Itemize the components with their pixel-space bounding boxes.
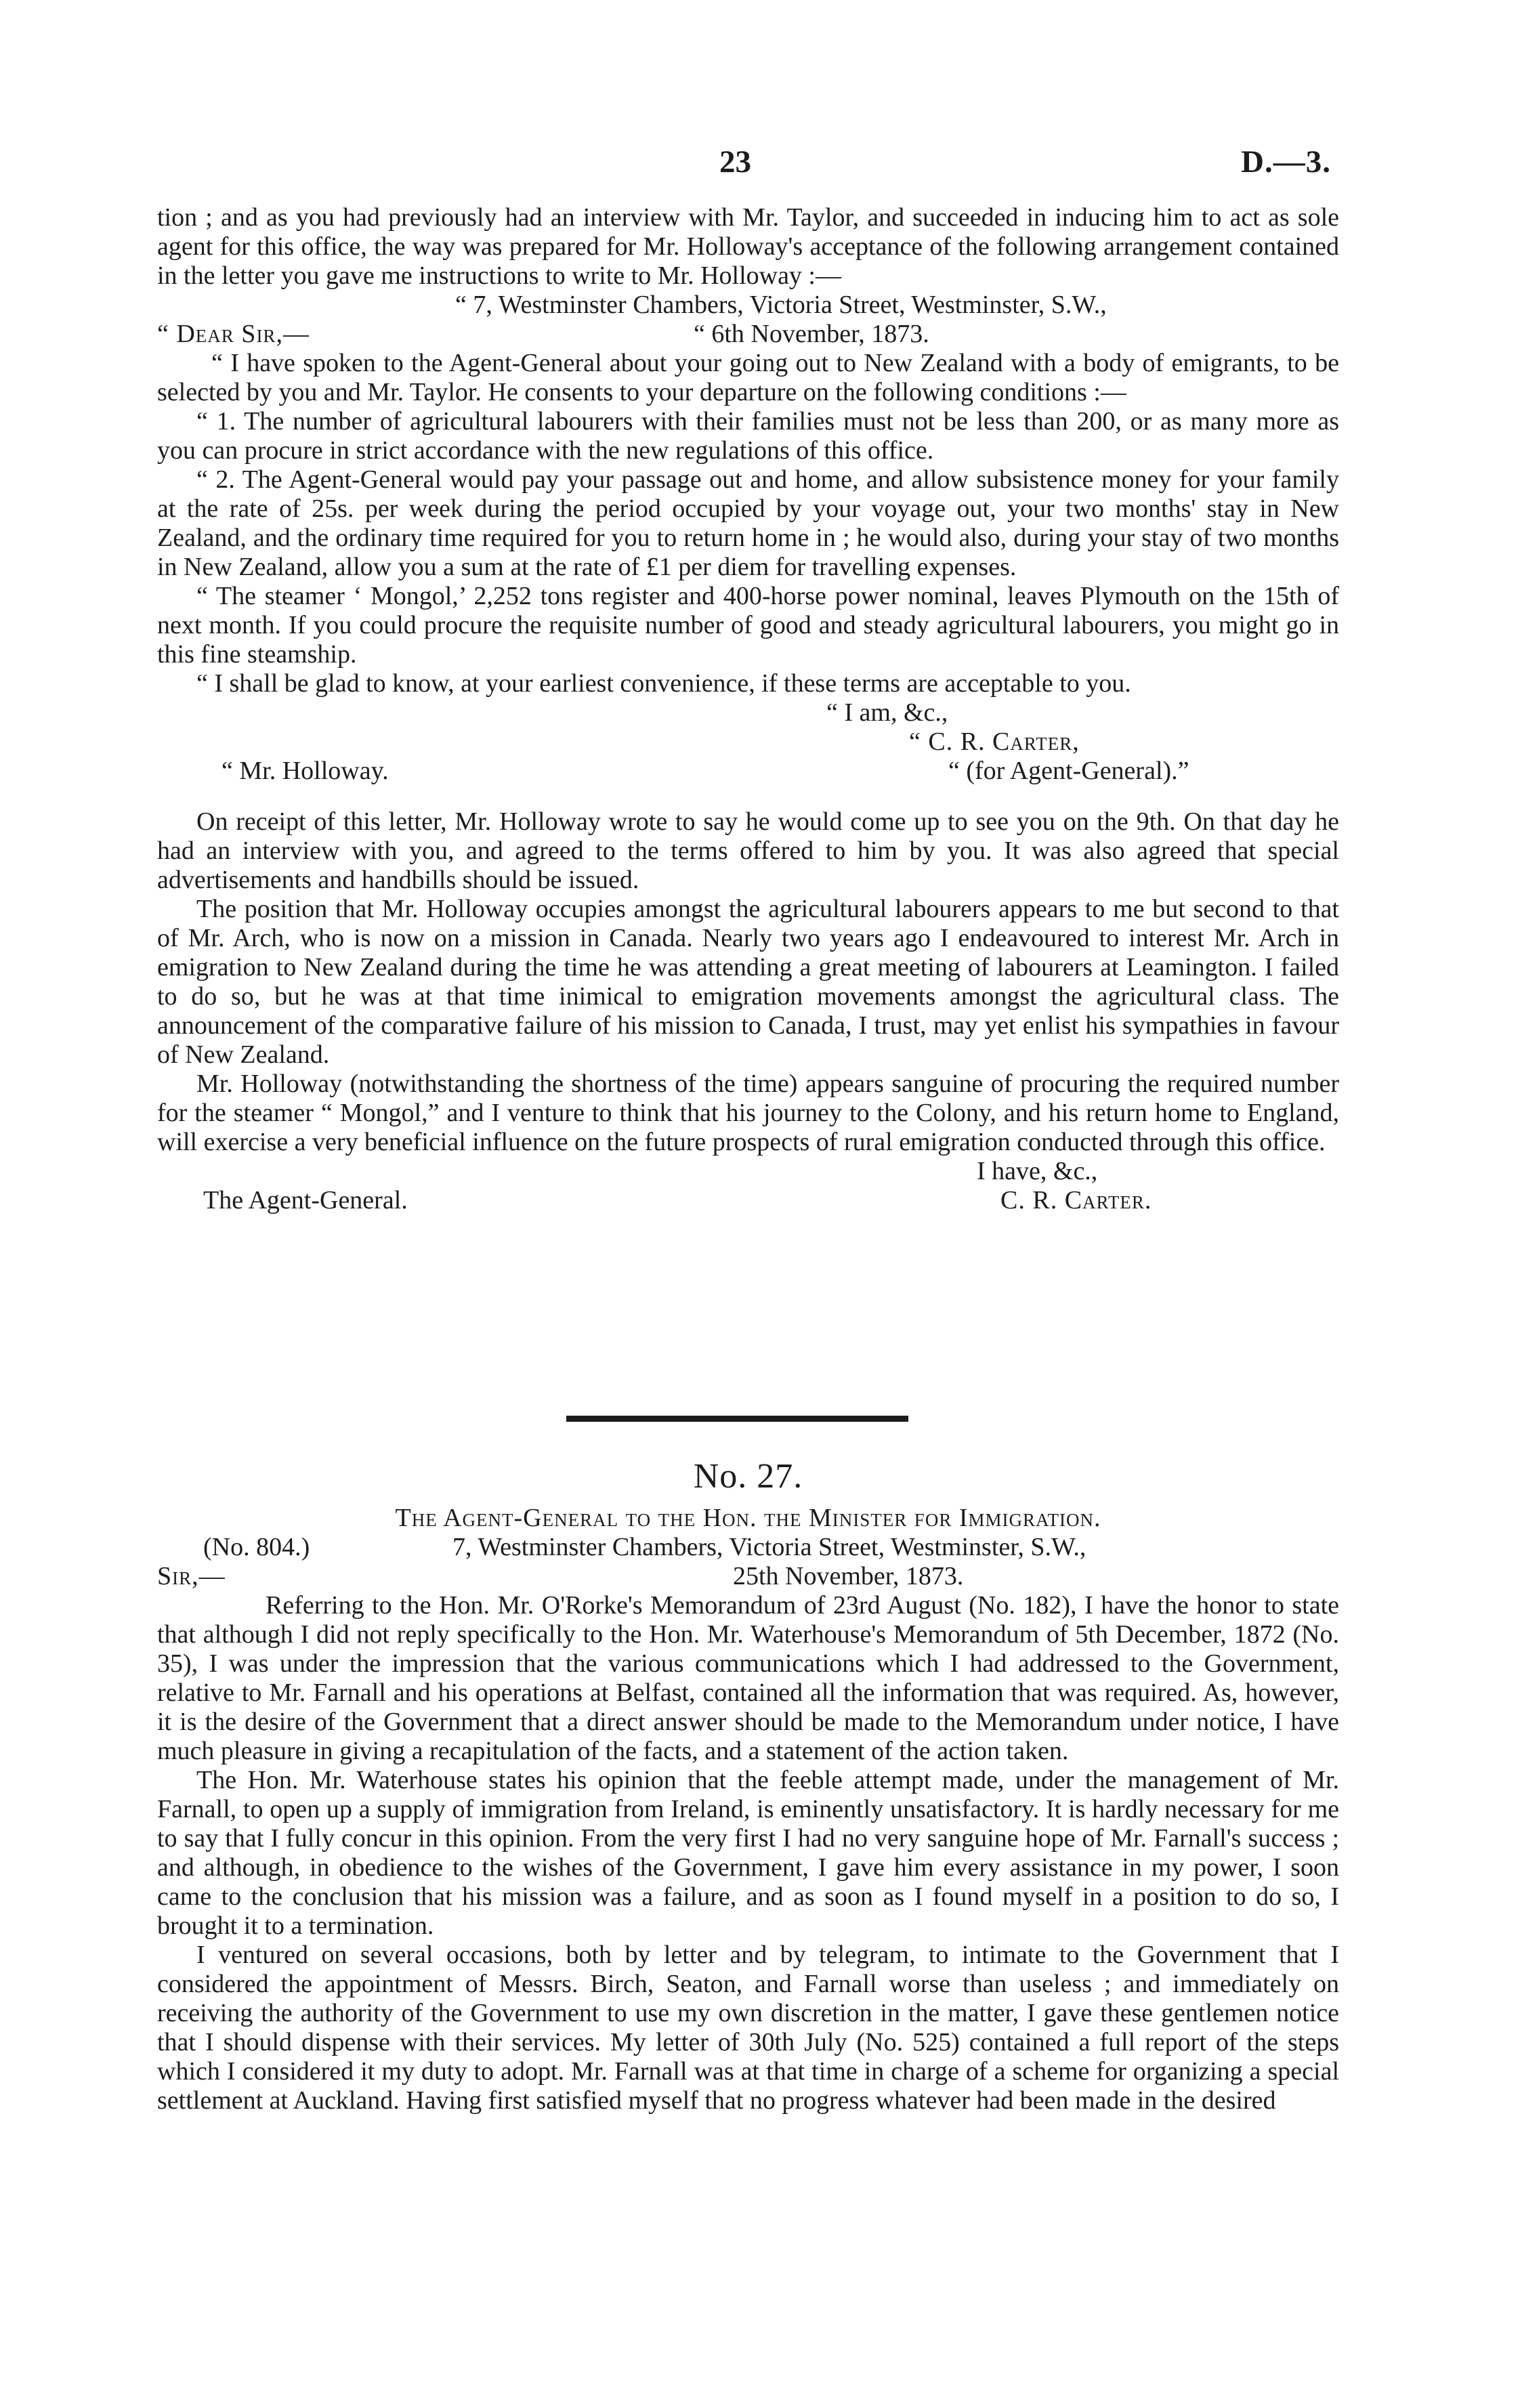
upper-letter-section [157,203,1339,1215]
quoted-condition-2: “ 2. The Agent-General would pay your passage out and home, and allow subsistence money for your family at the rate of 25s. per week during the period occupied by your voyage out, your two months' stay in New Zealand, and the ordinary time required for you to return home in ; he would also, during your stay of two months in New Zealand, allow you a sum at the rate of £1 per diem for travelling expenses. [157,465,1339,581]
quoted-closing: “ I am, &c., [826,698,948,727]
salutation-date-line [157,320,1339,349]
quoted-condition-1: “ 1. The number of agricultural labourers with their families must not be less than 200, or as many more as you can procure in strict accordance with the new regulations of this office. [157,407,1339,465]
quoted-paragraph-steamer: “ The steamer ‘ Mongol,’ 2,252 tons register and 400-horse power nominal, leaves Plymouth on the 15th of next month. If you could procure the requisite number of good and steady agricultural labourers, you might go in this fine steamship. [157,582,1339,669]
quoted-addressee: “ Mr. Holloway. [221,757,389,785]
document-date: 25th November, 1873. [733,1562,964,1590]
document-salutation: Sir,— [157,1562,226,1590]
document-paragraph-2: The Hon. Mr. Waterhouse states his opinion that the feeble attempt made, under the management of Mr. Farnall, to open up a supply of immigration from Ireland, is eminently unsatisfactory. It is hardly necessary for me to say that I fully concur in this opinion. From the very first I had no very sanguine hope of Mr. Farnall's success ; and although, in obedience to the wishes of the Government, I gave him every assistance in my power, I soon came to the conclusion that his mission was a failure, and as soon as I found myself in a position to do so, I brought it to a termination. [157,1766,1339,1940]
quoted-address-line [157,291,1339,320]
document-number-heading: No. 27. [693,1457,803,1496]
document-paragraph-1: Referring to the Hon. Mr. O'Rorke's Memorandum of 23rd August (No. 182), I have the honor to state that although I did not reply specifically to the Hon. Mr. Waterhouse's Memorandum of 5th December, 1872 (No. 35), I was under the impression that the various communications which I had addressed to the Government, relative to Mr. Farnall and his operations at Belfast, contained all the information that was required. As, however, it is the desire of the Government that a direct answer should be made to the Memorandum under notice, I have much pleasure in giving a recapitulation of the facts, and a statement of the action taken. [157,1591,1339,1765]
letter-signature: C. R. Carter. [1000,1186,1152,1214]
quoted-addressee-line [157,757,1339,786]
series-reference: D.—3. [1241,144,1331,179]
addressee-signature-line [157,1186,1339,1215]
paragraph-receipt: On receipt of this letter, Mr. Holloway wrote to say he would come up to see you on the 9th. On that day he had an interview with you, and agreed to the terms offered to him by you. It was also agreed that special advertisements and handbills should be issued. [157,807,1339,894]
reference-address-line [157,1533,1339,1562]
quoted-paragraph-intro: “ I have spoken to the Agent-General about your going out to New Zealand with a body of emigrants, to be selected by you and Mr. Taylor. He consents to your departure on the following conditions :— [157,349,1339,406]
paragraph-sanguine: Mr. Holloway (notwithstanding the shortness of the time) appears sanguine of procuring the required number for the steamer “ Mongol,” and I venture to think that his journey to the Colony, and his return home to England, will exercise a very beneficial influence on the future prospects of rural emigration conducted through this office. [157,1070,1339,1156]
reference-number: (No. 804.) [203,1533,310,1561]
salutation-date-line-27 [157,1562,1339,1591]
letter-closing: I have, &c., [977,1157,1098,1185]
quoted-address: “ 7, Westminster Chambers, Victoria Street, Westminster, S.W., [455,291,1107,319]
page-number: 23 [719,144,751,179]
document-address: 7, Westminster Chambers, Victoria Street, Westminster, S.W., [452,1533,1086,1561]
paragraph-position: The position that Mr. Holloway occupies amongst the agricultural labourers appears to me but second to that of Mr. Arch, who is now on a mission in Canada. Nearly two years ago I endeavoured to interest Mr. Arch in emigration to New Zealand during the time he was attending a great meeting of labourers at Leamington. I failed to do so, but he was at that time inimical to emigration movements amongst the agricultural class. The announcement of the comparative failure of his mission to Canada, I trust, may yet enlist his sympathies in favour of New Zealand. [157,895,1339,1069]
document-title: The Agent-General to the Hon. the Minister for Immigration. [395,1504,1101,1532]
section-divider [0,1416,1520,1422]
quoted-closing-line [157,698,1339,727]
closing-line [157,1157,1339,1186]
document-paragraph-3: I ventured on several occasions, both by letter and by telegram, to intimate to the Government that I considered the appointment of Messrs. Birch, Seaton, and Farnall worse than useless ; and immediately on receiving the authority of the Government to use my own discretion in the matter, I gave these gentlemen notice that I should dispense with their services. My letter of 30th July (No. 525) contained a full report of the steps which I considered it my duty to adopt. Mr. Farnall was at that time in charge of a scheme for organizing a special settlement at Auckland. Having first satisfied myself that no progress whatever had been made in the desired [157,1941,1339,2115]
quoted-date: “ 6th November, 1873. [694,320,929,348]
quoted-signature-line [157,727,1339,757]
quoted-signature: “ C. R. Carter, [909,727,1080,756]
divider-rule [566,1416,908,1422]
quoted-salutation: “ Dear Sir,— [157,320,310,348]
page-header [0,144,1520,191]
document-27-section [157,1456,1339,2115]
quoted-paragraph-glad: “ I shall be glad to know, at your earliest convenience, if these terms are acceptable to you. [196,669,1131,698]
quoted-signature-role: “ (for Agent-General).” [948,757,1189,785]
letter-addressee: The Agent-General. [203,1186,408,1214]
opening-paragraph: tion ; and as you had previously had an interview with Mr. Taylor, and succeeded in inducing him to act as sole agent for this office, the way was prepared for Mr. Holloway's acceptance of the following arrangement contained in the letter you gave me instructions to write to Mr. Holloway :— [157,203,1339,290]
